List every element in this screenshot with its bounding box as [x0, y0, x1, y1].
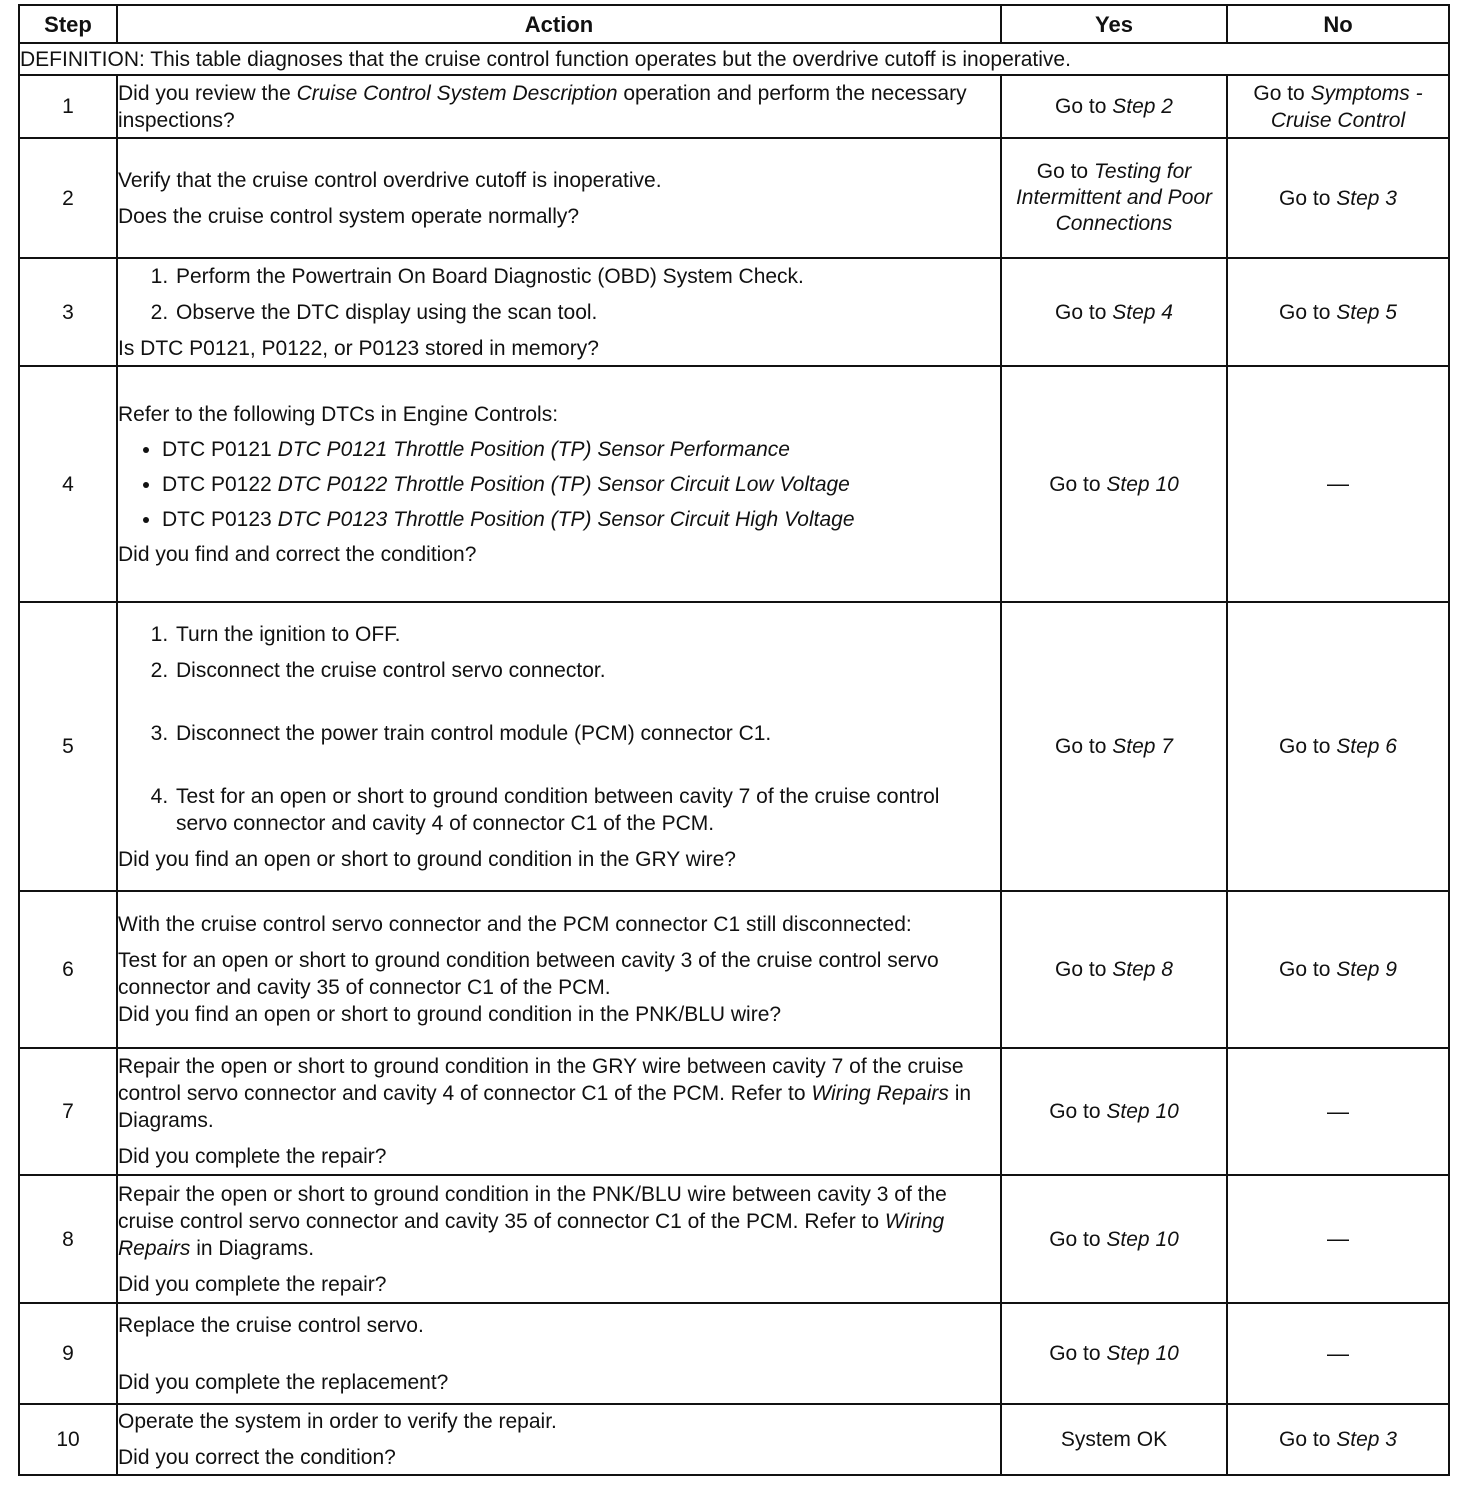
list-item: 1. Turn the ignition to OFF. — [174, 621, 1000, 648]
action-text: Refer to the following DTCs in Engine Controls: — [118, 402, 559, 426]
no-link[interactable]: Step 3 — [1336, 1428, 1397, 1451]
yes-link[interactable]: Step 10 — [1106, 1342, 1179, 1365]
diagnostic-sheet — [18, 4, 1448, 1476]
in-word: in — [196, 1236, 213, 1260]
action-text: Repair the open or short to ground condition in the GRY wire between cavity 7 of the cruise control servo connector and cavity 4 of connector C1 of the PCM. Refer to — [118, 1055, 964, 1105]
yes-link[interactable]: Step 10 — [1106, 472, 1179, 496]
yes-cell — [1001, 75, 1227, 138]
instruction-list — [118, 263, 1000, 326]
step-action — [117, 1404, 1001, 1475]
action-text — [118, 1053, 1000, 1134]
definition-row — [19, 43, 1449, 75]
table-row — [19, 891, 1449, 1048]
goto-text: Go to — [1049, 1227, 1101, 1251]
step-action — [117, 1175, 1001, 1303]
yes-cell — [1001, 1404, 1227, 1475]
step-action — [117, 1048, 1001, 1175]
step-action — [117, 891, 1001, 1048]
dtc-code: DTC P0121 — [162, 437, 272, 461]
no-link[interactable]: Symptoms - Cruise Control — [1270, 81, 1423, 132]
goto-text: Go to — [1279, 735, 1331, 758]
action-question: Did you correct the condition? — [118, 1446, 396, 1469]
table-row — [19, 1175, 1449, 1303]
yes-link[interactable]: Step 2 — [1112, 95, 1173, 118]
table-row — [19, 366, 1449, 602]
header-row — [19, 5, 1449, 43]
yes-cell — [1001, 366, 1227, 602]
step-number: 1 — [19, 75, 117, 138]
action-link[interactable]: Cruise Control System Description — [296, 81, 618, 105]
goto-text: Go to — [1049, 472, 1101, 496]
no-link[interactable]: Step 6 — [1336, 735, 1397, 758]
goto-text: Go to — [1279, 300, 1331, 324]
yes-link[interactable]: Testing for Intermittent and Poor Connections — [1015, 160, 1213, 235]
list-item: 3. Disconnect the power train control module (PCM) connector C1. — [174, 720, 1000, 747]
action-text: Operate the system in order to verify the repair. — [118, 1410, 557, 1433]
list-item — [162, 506, 1000, 533]
action-question: Did you find an open or short to ground condition in the PNK/BLU wire? — [118, 1003, 782, 1026]
goto-text: Go to — [1279, 186, 1331, 210]
step-number: 6 — [19, 891, 117, 1048]
step-number: 2 — [19, 138, 117, 258]
action-question: Did you complete the repair? — [118, 1145, 387, 1168]
instruction-list — [118, 621, 1000, 837]
dtc-link[interactable]: DTC P0122 Throttle Position (TP) Sensor Circuit Low Voltage — [277, 472, 850, 496]
yes-cell — [1001, 602, 1227, 891]
action-question: Did you find and correct the condition? — [118, 542, 477, 566]
action-text: Did you review the — [118, 81, 291, 105]
no-cell — [1227, 258, 1449, 366]
header-step: Step — [19, 5, 117, 43]
action-text: Replace the cruise control servo. — [118, 1313, 424, 1337]
no-cell — [1227, 366, 1449, 602]
header-action: Action — [117, 5, 1001, 43]
table-row — [19, 75, 1449, 138]
yes-link[interactable]: Step 10 — [1106, 1100, 1179, 1123]
header-no: No — [1227, 5, 1449, 43]
dash: — — [1327, 471, 1349, 496]
dtc-code: DTC P0123 — [162, 507, 272, 531]
no-cell — [1227, 1175, 1449, 1303]
header-yes: Yes — [1001, 5, 1227, 43]
step-action — [117, 602, 1001, 891]
goto-text: Go to — [1055, 735, 1107, 758]
yes-cell — [1001, 138, 1227, 258]
yes-cell — [1001, 1303, 1227, 1404]
step-action — [117, 75, 1001, 138]
dash: — — [1327, 1226, 1349, 1251]
yes-link[interactable]: Step 4 — [1112, 300, 1173, 324]
no-cell — [1227, 1048, 1449, 1175]
list-item: 1. Perform the Powertrain On Board Diagnostic (OBD) System Check. — [174, 263, 1000, 290]
dtc-link[interactable]: DTC P0123 Throttle Position (TP) Sensor Circuit High Voltage — [277, 507, 855, 531]
list-item — [162, 471, 1000, 498]
action-link[interactable]: Wiring Repairs — [811, 1082, 949, 1105]
no-cell — [1227, 138, 1449, 258]
step-action — [117, 138, 1001, 258]
step-number: 4 — [19, 366, 117, 602]
list-item: 4. Test for an open or short to ground condition between cavity 7 of the cruise control servo connector and cavity 4 of connector C1 of the PCM. — [174, 783, 1000, 837]
no-cell — [1227, 602, 1449, 891]
action-text: Diagrams. — [118, 1109, 214, 1132]
action-text: Verify that the cruise control overdrive cutoff is inoperative. — [118, 168, 662, 192]
dash: — — [1327, 1098, 1349, 1124]
dtc-list — [118, 436, 1000, 533]
step-action — [117, 366, 1001, 602]
step-action — [117, 258, 1001, 366]
dtc-code: DTC P0122 — [162, 472, 272, 496]
dtc-link[interactable]: DTC P0121 Throttle Position (TP) Sensor Performance — [277, 437, 790, 461]
goto-text: Go to — [1036, 160, 1089, 183]
in-word: in — [954, 1082, 972, 1105]
goto-text: Go to — [1055, 958, 1107, 981]
goto-text: Go to — [1253, 81, 1305, 105]
table-row — [19, 1303, 1449, 1404]
yes-cell — [1001, 891, 1227, 1048]
no-link[interactable]: Step 5 — [1336, 300, 1397, 324]
table-row — [19, 1048, 1449, 1175]
action-link[interactable]: Wiring Repairs — [118, 1209, 945, 1260]
step-number: 5 — [19, 602, 117, 891]
yes-text: System OK — [1060, 1428, 1168, 1451]
table-row — [19, 602, 1449, 891]
action-question: Did you complete the repair? — [118, 1272, 387, 1296]
goto-text: Go to — [1055, 95, 1107, 118]
goto-text: Go to — [1055, 300, 1107, 324]
step-number: 10 — [19, 1404, 117, 1475]
diagnostic-table — [18, 4, 1450, 1476]
action-text: operation and perform the necessary inspections? — [118, 81, 967, 132]
action-text — [118, 1181, 1000, 1262]
action-question: Is DTC P0121, P0122, or P0123 stored in memory? — [118, 336, 599, 360]
goto-text: Go to — [1279, 958, 1331, 981]
no-cell — [1227, 891, 1449, 1048]
goto-text: Go to — [1049, 1100, 1101, 1123]
no-link[interactable]: Step 9 — [1336, 958, 1397, 981]
goto-text: Go to — [1279, 1428, 1331, 1451]
yes-cell — [1001, 1175, 1227, 1303]
no-link[interactable]: Step 3 — [1336, 186, 1397, 210]
yes-link[interactable]: Step 8 — [1112, 958, 1173, 981]
list-item — [162, 436, 1000, 463]
action-text: Diagrams. — [218, 1236, 315, 1260]
goto-text: Go to — [1049, 1342, 1101, 1365]
definition-text: DEFINITION: This table diagnoses that the cruise control function operates but the overdrive cutoff is inoperative. — [19, 43, 1449, 75]
list-item: 2. Observe the DTC display using the scan tool. — [174, 299, 1000, 326]
step-action — [117, 1303, 1001, 1404]
yes-cell — [1001, 258, 1227, 366]
yes-link[interactable]: Step 7 — [1112, 735, 1173, 758]
list-item: 2. Disconnect the cruise control servo connector. — [174, 657, 1000, 684]
no-cell — [1227, 1404, 1449, 1475]
action-text: With the cruise control servo connector and the PCM connector C1 still disconnected: — [118, 913, 912, 936]
action-question: Does the cruise control system operate normally? — [118, 204, 580, 228]
action-question: Did you find an open or short to ground condition in the GRY wire? — [118, 847, 736, 871]
step-number: 9 — [19, 1303, 117, 1404]
table-row — [19, 258, 1449, 366]
table-row — [19, 1404, 1449, 1475]
yes-cell — [1001, 1048, 1227, 1175]
no-cell — [1227, 1303, 1449, 1404]
table-row — [19, 138, 1449, 258]
step-number: 7 — [19, 1048, 117, 1175]
action-text: Test for an open or short to ground condition between cavity 3 of the cruise control servo connector and cavity 35 of connector C1 of the PCM. — [118, 949, 939, 999]
action-text: Repair the open or short to ground condition in the PNK/BLU wire between cavity 3 of the cruise control servo connector and cavity 35 of connector C1 of the PCM. Refer to — [118, 1182, 947, 1233]
no-cell — [1227, 75, 1449, 138]
yes-link[interactable]: Step 10 — [1106, 1227, 1179, 1251]
step-number: 3 — [19, 258, 117, 366]
action-question: Did you complete the replacement? — [118, 1370, 449, 1394]
dash: — — [1327, 1340, 1349, 1366]
step-number: 8 — [19, 1175, 117, 1303]
